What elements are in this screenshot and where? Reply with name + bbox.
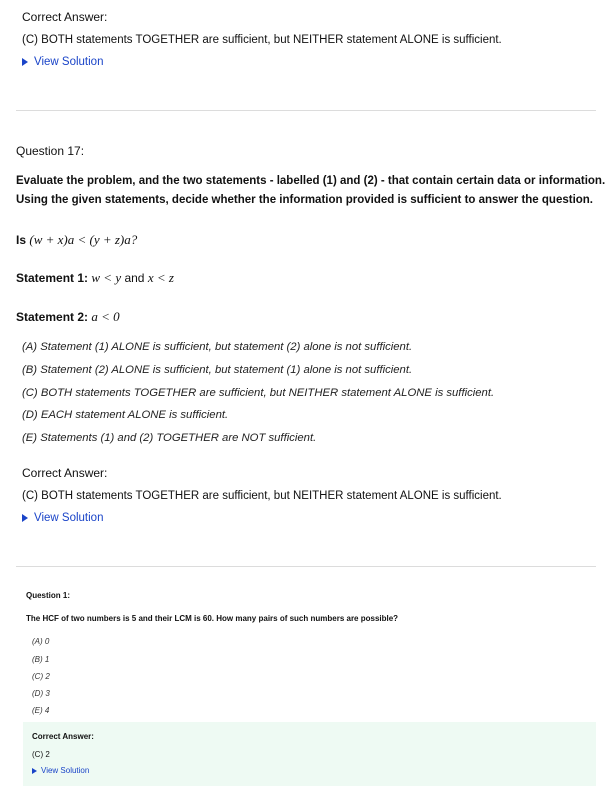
question-1-prompt: The HCF of two numbers is 5 and their LCM is 60. How many pairs of such numbers are possible? xyxy=(26,614,399,623)
option-c: (C) BOTH statements TOGETHER are sufficient, but NEITHER statement ALONE is sufficient. xyxy=(22,387,495,399)
caret-right-icon xyxy=(22,58,28,66)
instruction-line-2: Using the given statements, decide whether the information provided is sufficient to answer the question. xyxy=(16,194,594,206)
statement-2-label: Statement 2: xyxy=(16,310,89,324)
option-b: (B) Statement (2) ALONE is sufficient, but statement (1) alone is not sufficient. xyxy=(22,364,413,376)
top-answer-heading: Correct Answer: xyxy=(22,10,108,24)
statement-1-math-a: w < y xyxy=(91,270,122,285)
question-1-title: Question 1: xyxy=(26,591,71,600)
q1-answer-heading: Correct Answer: xyxy=(32,732,94,741)
q1-option-a: (A) 0 xyxy=(32,637,50,646)
question-stem xyxy=(16,232,137,248)
q1-option-c: (C) 2 xyxy=(32,672,50,681)
q1-option-b: (B) 1 xyxy=(32,655,50,664)
top-view-solution-link[interactable] xyxy=(22,56,103,68)
q1-view-solution-label: View Solution xyxy=(41,766,90,775)
q17-view-solution-link[interactable] xyxy=(22,512,103,524)
statement-1 xyxy=(16,270,174,286)
statement-2-math: a < 0 xyxy=(91,309,120,324)
option-d: (D) EACH statement ALONE is sufficient. xyxy=(22,409,229,421)
top-view-solution-label: View Solution xyxy=(34,56,104,68)
option-a: (A) Statement (1) ALONE is sufficient, but statement (2) alone is not sufficient. xyxy=(22,341,413,353)
option-e: (E) Statements (1) and (2) TOGETHER are NOT sufficient. xyxy=(22,432,317,444)
divider xyxy=(16,110,596,111)
q1-option-d: (D) 3 xyxy=(32,689,50,698)
instruction-line-1: Evaluate the problem, and the two statements - labelled (1) and (2) - that contain certain data or information. xyxy=(16,175,606,187)
q1-option-e: (E) 4 xyxy=(32,706,50,715)
q17-answer-text: (C) BOTH statements TOGETHER are sufficient, but NEITHER statement ALONE is sufficient. xyxy=(22,490,502,502)
divider xyxy=(16,566,596,567)
q1-view-solution-link[interactable] xyxy=(32,766,89,775)
caret-right-icon xyxy=(22,514,28,522)
q1-answer-box xyxy=(23,722,596,786)
statement-1-and: and xyxy=(124,271,145,285)
statement-2 xyxy=(16,309,120,325)
q17-answer-heading: Correct Answer: xyxy=(22,466,108,480)
q17-view-solution-label: View Solution xyxy=(34,512,104,524)
q1-answer-text: (C) 2 xyxy=(32,750,50,759)
statement-1-math-b: x < z xyxy=(147,270,174,285)
question-math: (w + x)a < (y + z)a? xyxy=(29,232,138,247)
top-answer-text: (C) BOTH statements TOGETHER are sufficient, but NEITHER statement ALONE is sufficient. xyxy=(22,34,502,46)
statement-1-label: Statement 1: xyxy=(16,271,89,285)
caret-right-icon xyxy=(32,768,37,774)
question-prefix: Is xyxy=(16,233,27,247)
question-17-title: Question 17: xyxy=(16,144,85,158)
